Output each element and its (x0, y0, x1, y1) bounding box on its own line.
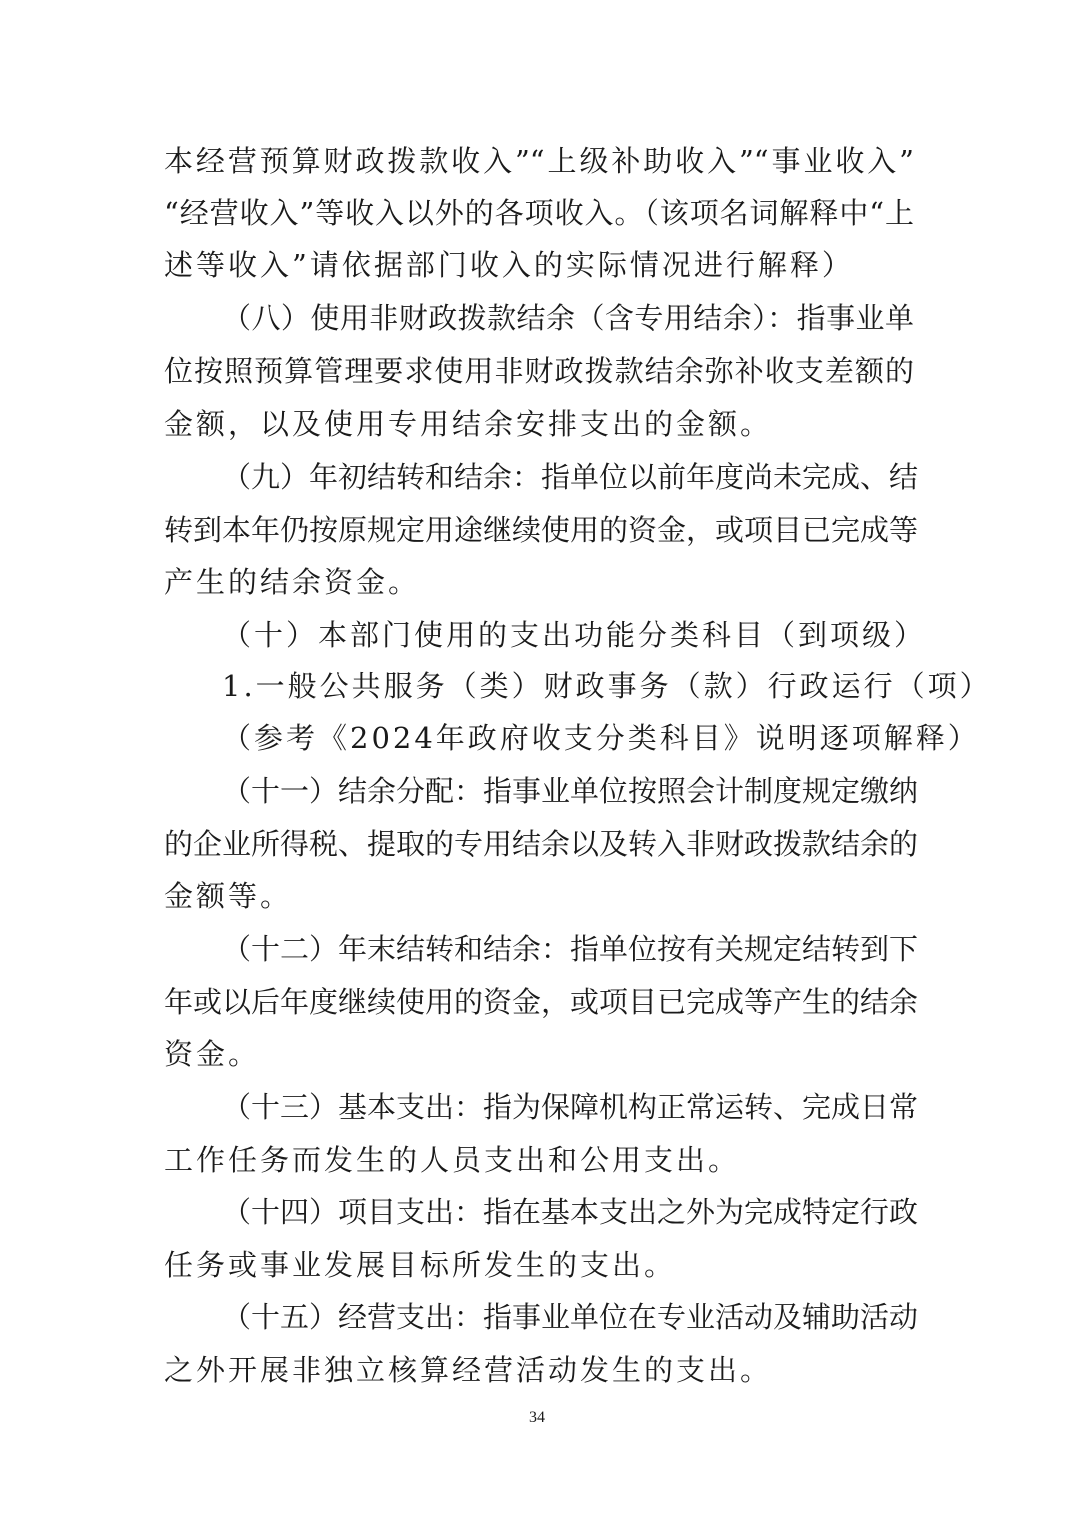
paragraph-9-line-2: 转到本年仍按原规定用途继续使用的资金，或项目已完成等 (164, 513, 919, 547)
paragraph-13-line-1: （十三）基本支出：指为保障机构正常运转、完成日常 (222, 1090, 919, 1124)
paragraph-12-line-1: （十二）年末结转和结余：指单位按有关规定结转到下 (222, 932, 919, 966)
paragraph-8-line-2: 位按照预算管理要求使用非财政拨款结余弥补收支差额的 (164, 354, 914, 388)
text-line-1: 本经营预算财政拨款收入”“上级补助收入”“事业收入” (164, 144, 914, 178)
page-number: 34 (529, 1409, 545, 1426)
paragraph-14-line-2: 任务或事业发展目标所发生的支出。 (164, 1248, 677, 1282)
paragraph-12-line-3: 资金。 (164, 1037, 261, 1071)
paragraph-14-line-1: （十四）项目支出：指在基本支出之外为完成特定行政 (222, 1195, 919, 1229)
paragraph-11-line-3: 金额等。 (164, 879, 293, 913)
paragraph-12-line-2: 年或以后年度继续使用的资金，或项目已完成等产生的结余 (164, 985, 919, 1019)
paragraph-9-line-3: 产生的结余资金。 (164, 565, 421, 599)
paragraph-11-line-2: 的企业所得税、提取的专用结余以及转入非财政拨款结余的 (164, 827, 919, 861)
text-line-3: 述等收入”请依据部门收入的实际情况进行解释） (164, 248, 854, 282)
text-line-2: “经营收入”等收入以外的各项收入。（该项名词解释中“上 (164, 196, 914, 230)
paragraph-10-item-1: 1.一般公共服务（类）财政事务（款）行政运行（项） (222, 669, 992, 703)
paragraph-8-line-1: （八）使用非财政拨款结余（含专用结余）：指事业单 (222, 301, 914, 335)
paragraph-13-line-2: 工作任务而发生的人员支出和公用支出。 (164, 1143, 741, 1177)
paragraph-9-line-1: （九）年初结转和结余：指单位以前年度尚未完成、结 (222, 460, 919, 494)
paragraph-11-line-1: （十一）结余分配：指事业单位按照会计制度规定缴纳 (222, 774, 919, 808)
paragraph-15-line-1: （十五）经营支出：指事业单位在专业活动及辅助活动 (222, 1300, 919, 1334)
paragraph-10-heading: （十）本部门使用的支出功能分类科目（到项级） (222, 618, 927, 652)
paragraph-10-note: （参考《2024年政府收支分类科目》说明逐项解释） (222, 721, 980, 755)
paragraph-15-line-2: 之外开展非独立核算经营活动发生的支出。 (164, 1353, 773, 1387)
paragraph-8-line-3: 金额，以及使用专用结余安排支出的金额。 (164, 407, 773, 441)
